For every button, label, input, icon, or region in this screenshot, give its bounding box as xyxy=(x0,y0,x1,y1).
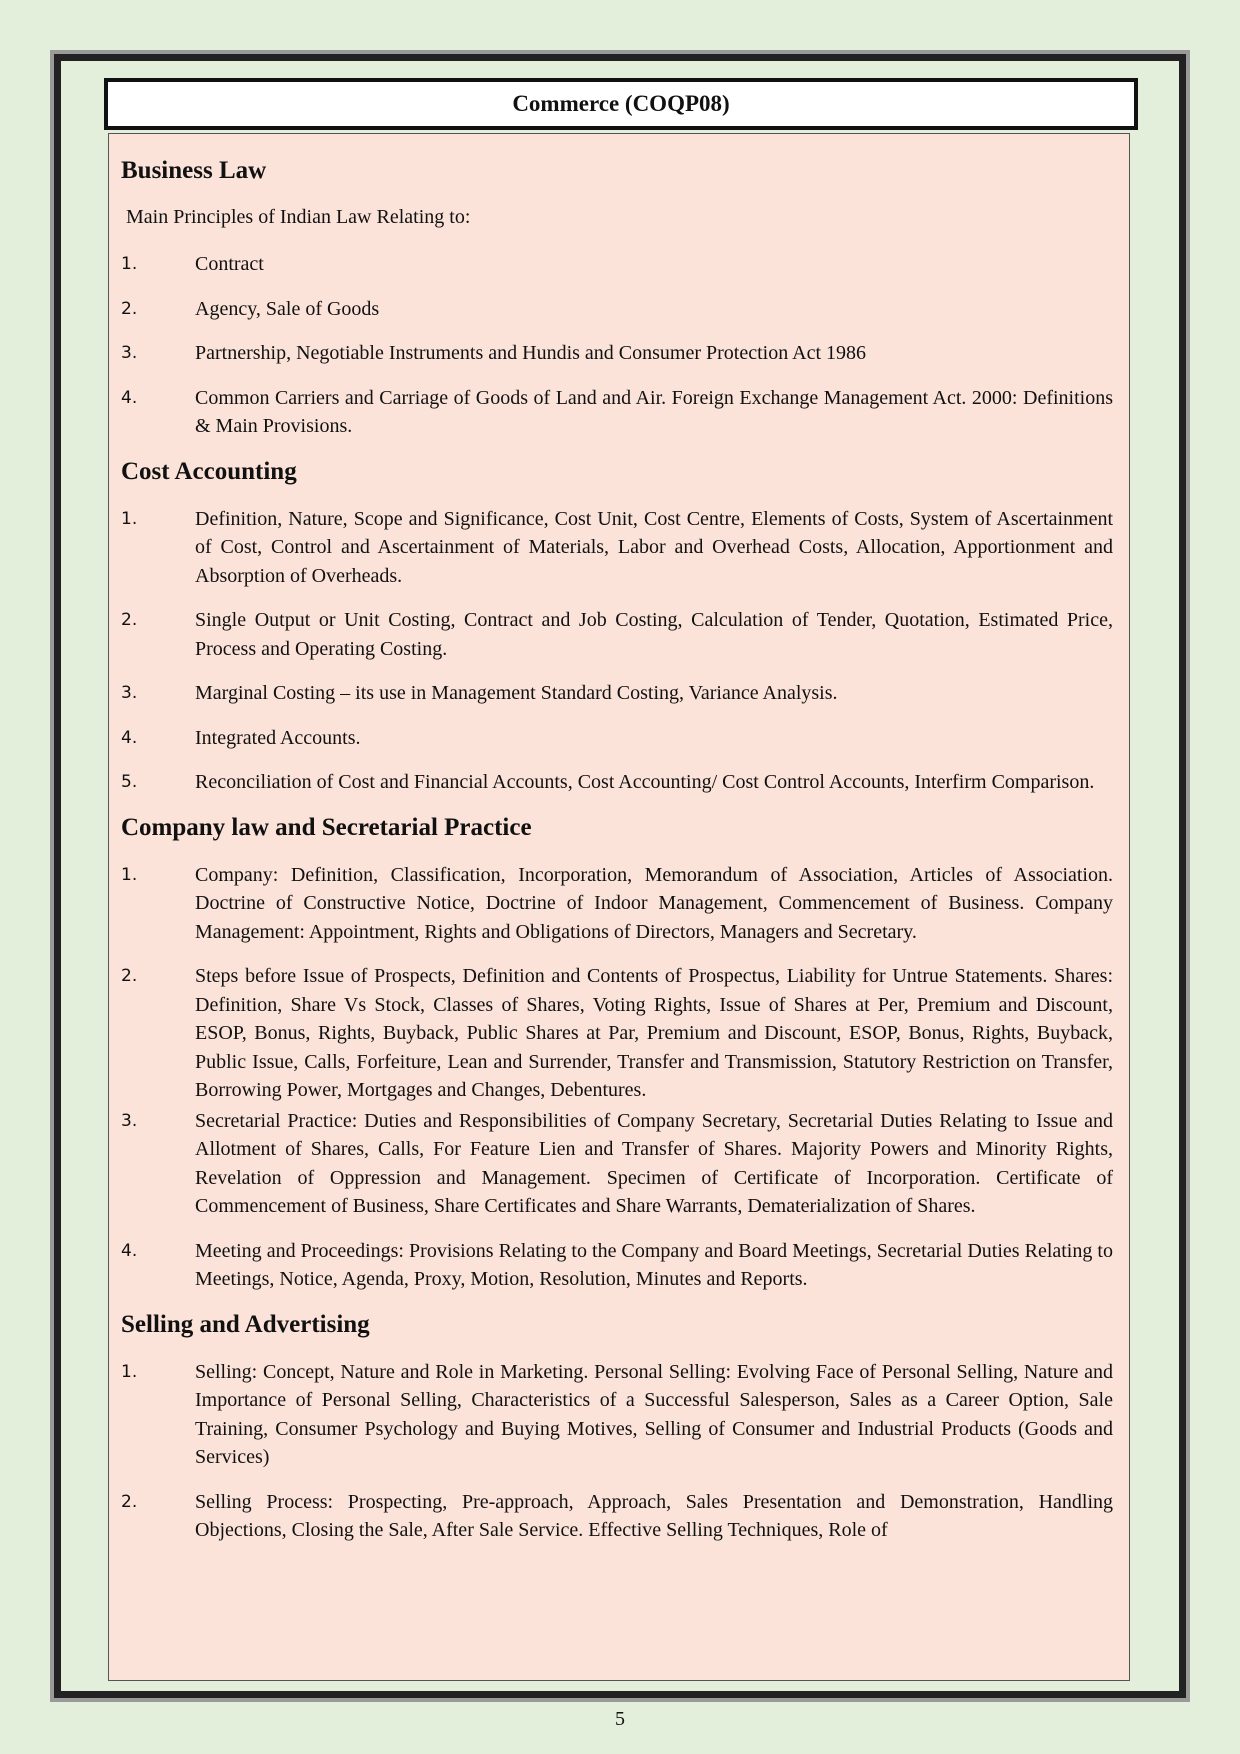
list-text: Reconciliation of Cost and Financial Accounts, Cost Accounting/ Cost Control Accounts, Interfirm Comparison. xyxy=(195,771,1095,793)
list-number: 1. xyxy=(121,508,138,529)
list-number: 2. xyxy=(121,1491,138,1512)
list-number: 4. xyxy=(121,727,138,748)
list-item xyxy=(121,1107,1113,1221)
list-item xyxy=(121,861,1113,947)
list-item xyxy=(121,606,1113,663)
list-number: 1. xyxy=(121,1361,138,1382)
list-item xyxy=(121,679,1113,708)
list-text: Selling: Concept, Nature and Role in Marketing. Personal Selling: Evolving Face of Personal Selling, Nature and Importance of Personal Selling, Characteristics of a Successful Salesperson, Sales as a Career Option, Sale Training, Consumer Psychology and Buying Motives, Selling of Consumer and Industrial Products (Goods and Services) xyxy=(195,1360,1113,1468)
list-number: 2. xyxy=(121,610,138,630)
list-number: 4. xyxy=(121,1240,138,1261)
list-text: Single Output or Unit Costing, Contract and Job Costing, Calculation of Tender, Quotation, Estimated Price, Process and Operating Costing. xyxy=(195,609,1113,660)
business-law-list xyxy=(121,250,1113,441)
company-law-list xyxy=(121,861,1113,1294)
list-number: 3. xyxy=(121,683,138,703)
list-number: 2. xyxy=(121,298,138,319)
list-text: Company: Definition, Classification, Incorporation, Memorandum of Association, Articles of Association. Doctrine of Constructive Notice, Doctrine of Indoor Management, Commencement of Business. Company Management: Appointment, Rights and Obligations of Directors, Managers and Secretary. xyxy=(195,863,1113,943)
selling-advertising-list xyxy=(121,1358,1113,1545)
list-item xyxy=(121,962,1113,1105)
list-text: Steps before Issue of Prospects, Definition and Contents of Prospectus, Liability for Untrue Statements. Shares: Definition, Share Vs Stock, Classes of Shares, Voting Rights, Issue of Shares at Per, Premium and Discount, ESOP, Bonus, Rights, Buyback, Public Shares at Par, Premium and Discount, ESOP, Bonus, Rights, Buyback, Public Issue, Calls, Forfeiture, Lean and Surrender, Transfer and Transmission, Statutory Restriction on Transfer, Borrowing Power, Mortgages and Changes, Debentures. xyxy=(195,965,1113,1101)
section-heading-company-law: Company law and Secretarial Practice xyxy=(121,813,532,841)
list-number: 1. xyxy=(121,254,138,274)
list-number: 1. xyxy=(121,864,138,885)
list-text: Integrated Accounts. xyxy=(195,726,361,749)
list-item xyxy=(121,1358,1113,1472)
list-item xyxy=(121,768,1113,797)
list-text: Contract xyxy=(195,253,264,275)
list-item xyxy=(121,1488,1113,1545)
list-text: Meeting and Proceedings: Provisions Relating to the Company and Board Meetings, Secretarial Duties Relating to Meetings, Notice, Agenda, Proxy, Motion, Resolution, Minutes and Reports. xyxy=(195,1239,1113,1290)
list-text: Definition, Nature, Scope and Significance, Cost Unit, Cost Centre, Elements of Costs, System of Ascertainment of Cost, Control and Ascertainment of Materials, Labor and Overhead Costs, Allocation, Apportionment and Absorption of Overheads. xyxy=(195,507,1113,587)
list-item xyxy=(121,339,1113,368)
page-number: 5 xyxy=(615,1708,625,1730)
list-item xyxy=(121,384,1113,441)
list-number: 2. xyxy=(121,966,138,986)
section-heading-cost-accounting: Cost Accounting xyxy=(121,457,297,485)
list-item xyxy=(121,1237,1113,1294)
list-text: Secretarial Practice: Duties and Responsibilities of Company Secretary, Secretarial Duties Relating to Issue and Allotment of Shares, Calls, For Feature Lien and Transfer of Shares. Majority Powers and Minority Rights, Revelation of Oppression and Management. Specimen of Certificate of Incorporation. Certificate of Commencement of Business, Share Certificates and Share Warrants, Dematerialization of Shares. xyxy=(195,1109,1113,1217)
list-item xyxy=(121,295,1113,324)
list-item xyxy=(121,724,1113,753)
list-text: Partnership, Negotiable Instruments and Hundis and Consumer Protection Act 1986 xyxy=(195,342,867,364)
list-text: Selling Process: Prospecting, Pre-approach, Approach, Sales Presentation and Demonstration, Handling Objections, Closing the Sale, After Sale Service. Effective Selling Techniques, Role of xyxy=(195,1490,1113,1541)
section-heading-business-law: Business Law xyxy=(121,157,267,184)
page-title: Commerce (COQP08) xyxy=(104,78,1138,130)
list-number: 3. xyxy=(121,343,138,363)
list-number: 5. xyxy=(121,772,138,792)
list-number: 4. xyxy=(121,387,138,408)
list-item xyxy=(121,505,1113,591)
cost-accounting-list xyxy=(121,505,1113,797)
list-text: Common Carriers and Carriage of Goods of Land and Air. Foreign Exchange Management Act. 2000: Definitions & Main Provisions. xyxy=(195,386,1113,437)
list-text: Marginal Costing – its use in Management Standard Costing, Variance Analysis. xyxy=(195,682,838,704)
syllabus-content xyxy=(108,133,1130,1681)
section-heading-selling-advertising: Selling and Advertising xyxy=(121,1310,370,1338)
list-item xyxy=(121,250,1113,279)
section-intro: Main Principles of Indian Law Relating to: xyxy=(126,206,471,228)
list-text: Agency, Sale of Goods xyxy=(195,297,380,320)
list-number: 3. xyxy=(121,1110,138,1131)
